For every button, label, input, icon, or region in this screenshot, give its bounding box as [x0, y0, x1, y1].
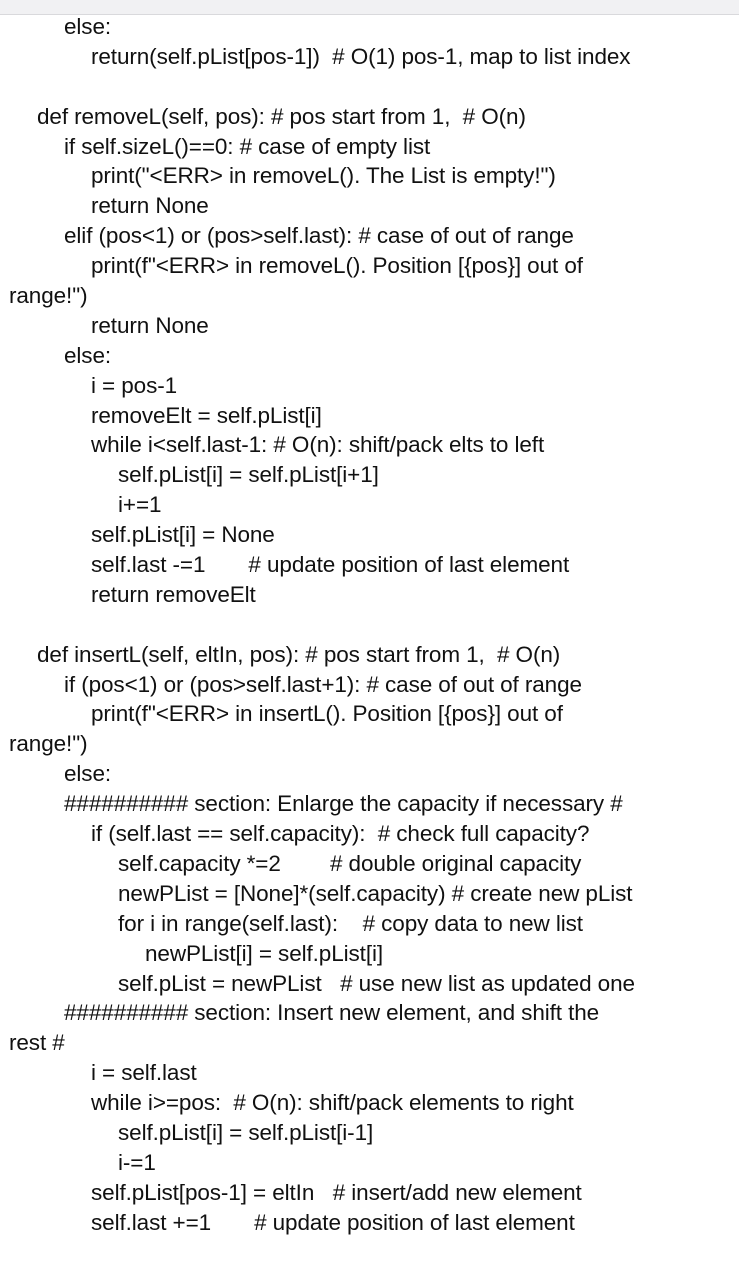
code-line: elif (pos<1) or (pos>self.last): # case of out of range [64, 223, 574, 249]
code-line: ########## section: Insert new element, and shift the [64, 1000, 600, 1026]
code-line: else: [64, 342, 112, 368]
code-line: self.last +=1 # update position of last element [91, 1209, 575, 1235]
code-line: for i in range(self.last): # copy data to new list [118, 910, 583, 936]
code-line: self.pList[i] = None [91, 522, 275, 548]
code-line: if (pos<1) or (pos>self.last+1): # case of out of range [64, 671, 582, 697]
code-line: ########## section: Enlarge the capacity if necessary # [64, 791, 623, 817]
code-line: return None [91, 193, 209, 219]
code-line: i = self.last [91, 1060, 197, 1086]
code-line: self.pList[i] = self.pList[i+1] [118, 462, 379, 488]
code-line: i = pos-1 [91, 372, 178, 398]
code-line: self.pList[pos-1] = eltIn # insert/add new element [91, 1179, 582, 1205]
code-line: newPList[i] = self.pList[i] [145, 940, 384, 966]
code-document [0, 12, 739, 1238]
code-line: newPList = [None]*(self.capacity) # create new pList [118, 880, 633, 906]
code-line: else: [64, 761, 112, 787]
code-line: i-=1 [118, 1149, 156, 1175]
code-line: range!") [9, 731, 88, 757]
code-line: def removeL(self, pos): # pos start from 1, # O(n) [37, 103, 526, 129]
code-line: rest # [9, 1030, 65, 1056]
code-line: print(f"<ERR> in insertL(). Position [{pos}] out of [91, 701, 563, 727]
code-line: self.capacity *=2 # double original capacity [118, 850, 582, 876]
code-line: else: [64, 14, 112, 39]
blank-line [0, 72, 739, 102]
code-line: print("<ERR> in removeL(). The List is empty!") [91, 163, 556, 189]
code-line: def insertL(self, eltIn, pos): # pos start from 1, # O(n) [37, 641, 561, 667]
code-line: while i>=pos: # O(n): shift/pack elements to right [91, 1090, 574, 1116]
code-line: return removeElt [91, 581, 256, 607]
code-line: self.pList[i] = self.pList[i-1] [118, 1119, 374, 1145]
code-line: while i<self.last-1: # O(n): shift/pack elts to left [91, 432, 545, 458]
code-line: return None [91, 312, 209, 338]
code-line: if (self.last == self.capacity): # check full capacity? [91, 821, 590, 847]
code-line: self.last -=1 # update position of last element [91, 552, 570, 578]
code-line: if self.sizeL()==0: # case of empty list [64, 133, 431, 159]
blank-line [0, 610, 739, 640]
code-line: print(f"<ERR> in removeL(). Position [{pos}] out of [91, 253, 583, 279]
code-line: removeElt = self.pList[i] [91, 402, 322, 428]
code-line: range!") [9, 283, 88, 309]
code-line: self.pList = newPList # use new list as updated one [118, 970, 635, 996]
code-line: i+=1 [118, 492, 162, 518]
code-line: return(self.pList[pos-1]) # O(1) pos-1, map to list index [91, 43, 631, 69]
